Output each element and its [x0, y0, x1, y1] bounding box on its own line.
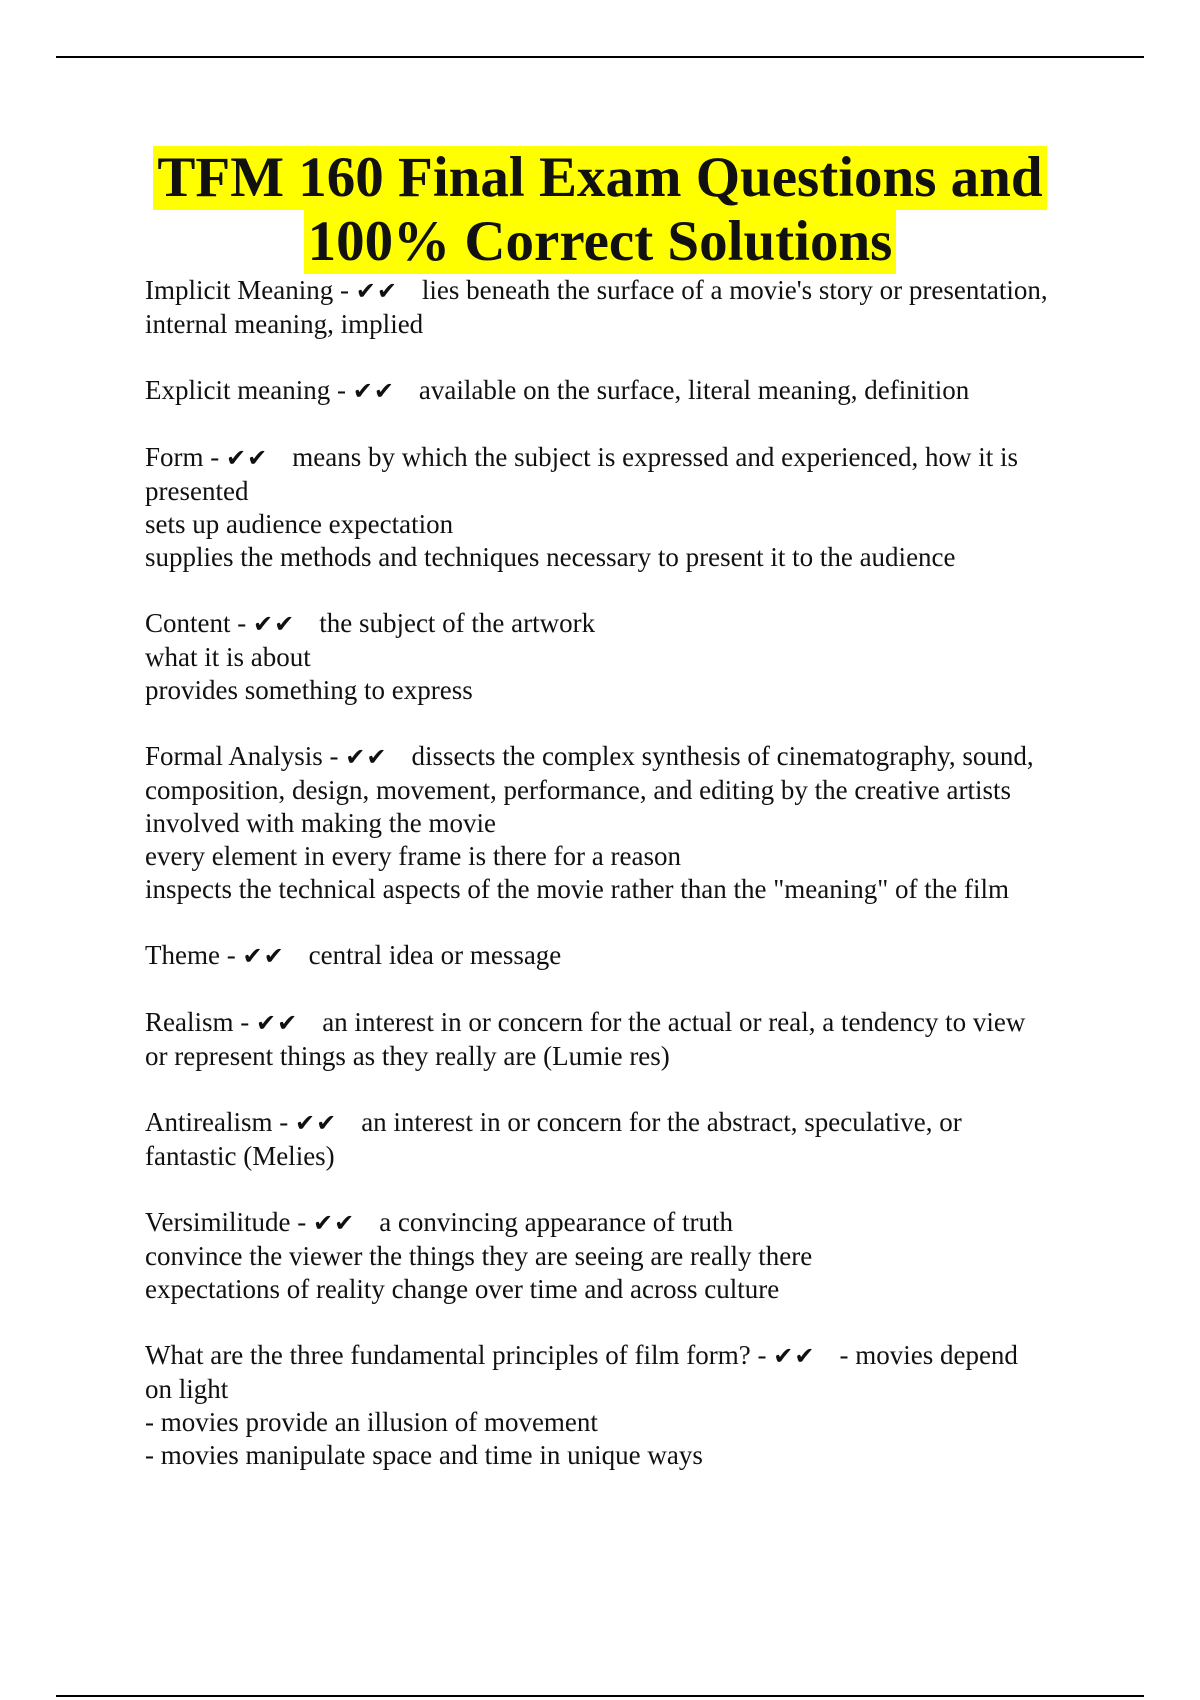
page-title	[0, 146, 1200, 274]
entry-term: Implicit Meaning -	[145, 275, 356, 305]
double-check-icon: ✔✔	[255, 1009, 299, 1037]
entry-term: Explicit meaning -	[145, 375, 353, 405]
entry-definition: central idea or message	[308, 940, 562, 970]
entry-continuation-line: on light	[145, 1374, 229, 1404]
double-check-icon: ✔✔	[242, 942, 285, 970]
flashcard-entry	[145, 274, 1095, 341]
entry-continuation-line: fantastic (Melies)	[145, 1141, 335, 1171]
flashcard-list	[145, 274, 1095, 1505]
entry-term: Versimilitude -	[145, 1207, 313, 1237]
entry-continuation-line: or represent things as they really are (Lumie res)	[145, 1041, 670, 1071]
flashcard-entry	[145, 1339, 1095, 1472]
entry-first-line	[145, 374, 1095, 408]
entry-definition: means by which the subject is expressed and experienced, how it is	[292, 442, 1019, 472]
double-check-icon: ✔✔	[345, 743, 388, 771]
entry-definition: a convincing appearance of truth	[379, 1207, 734, 1237]
flashcard-entry	[145, 939, 1095, 973]
entry-term: Antirealism -	[145, 1107, 295, 1137]
double-check-icon: ✔✔	[355, 277, 398, 305]
entry-term: Formal Analysis -	[145, 741, 346, 771]
entry-definition: - movies depend	[839, 1340, 1018, 1370]
double-check-icon: ✔✔	[352, 377, 395, 405]
entry-continuation-line: inspects the technical aspects of the movie rather than the "meaning" of the film	[145, 874, 1009, 904]
bottom-rule	[56, 1695, 1144, 1697]
entry-term: Content -	[145, 608, 253, 638]
entry-continuation-line: - movies provide an illusion of movement	[145, 1407, 598, 1437]
entry-definition: an interest in or concern for the abstract, speculative, or	[361, 1107, 962, 1137]
entry-first-line	[145, 274, 1095, 308]
entry-continuation-line: convince the viewer the things they are seeing are really there	[145, 1241, 813, 1271]
entry-first-line	[145, 1206, 1095, 1240]
entry-first-line	[145, 740, 1095, 774]
entry-continuation-line: - movies manipulate space and time in unique ways	[145, 1440, 703, 1470]
entry-definition: an interest in or concern for the actual or real, a tendency to view	[322, 1007, 1026, 1037]
entry-continuation-line: composition, design, movement, performance, and editing by the creative artists	[145, 775, 1012, 805]
flashcard-entry	[145, 1106, 1095, 1173]
entry-continuation-line: presented	[145, 476, 249, 506]
entry-term: Form -	[145, 442, 226, 472]
title-line-1: TFM 160 Final Exam Questions and	[153, 146, 1046, 210]
entry-first-line	[145, 1106, 1095, 1140]
entry-continuation-line: provides something to express	[145, 675, 473, 705]
entry-first-line	[145, 939, 1095, 973]
entry-continuation-line: sets up audience expectation	[145, 509, 454, 539]
entry-first-line	[145, 1006, 1095, 1040]
entry-first-line	[145, 441, 1095, 475]
flashcard-entry	[145, 1206, 1095, 1306]
entry-continuation-line: supplies the methods and techniques necessary to present it to the audience	[145, 542, 956, 572]
entry-continuation-line: what it is about	[145, 642, 311, 672]
entry-term: Realism -	[145, 1007, 256, 1037]
entry-continuation-line: internal meaning, implied	[145, 309, 424, 339]
entry-definition: lies beneath the surface of a movie's story or presentation,	[421, 275, 1048, 305]
double-check-icon: ✔✔	[226, 444, 269, 472]
flashcard-entry	[145, 374, 1095, 408]
entry-definition: available on the surface, literal meaning, definition	[418, 375, 970, 405]
top-rule	[56, 56, 1144, 58]
double-check-icon: ✔✔	[773, 1342, 816, 1370]
flashcard-entry	[145, 441, 1095, 574]
flashcard-entry	[145, 740, 1095, 906]
entry-definition: the subject of the artwork	[319, 608, 596, 638]
double-check-icon: ✔✔	[312, 1209, 356, 1237]
double-check-icon: ✔✔	[253, 610, 296, 638]
flashcard-entry	[145, 1006, 1095, 1073]
double-check-icon: ✔✔	[294, 1109, 338, 1137]
entry-term: Theme -	[145, 940, 243, 970]
entry-continuation-line: expectations of reality change over time and across culture	[145, 1274, 780, 1304]
entry-first-line	[145, 607, 1095, 641]
entry-continuation-line: every element in every frame is there for a reason	[145, 841, 681, 871]
flashcard-entry	[145, 607, 1095, 707]
entry-term: What are the three fundamental principles of film form? -	[145, 1340, 774, 1370]
entry-continuation-line: involved with making the movie	[145, 808, 496, 838]
entry-definition: dissects the complex synthesis of cinematography, sound,	[411, 741, 1034, 771]
title-line-2: 100% Correct Solutions	[304, 210, 897, 274]
entry-first-line	[145, 1339, 1095, 1373]
